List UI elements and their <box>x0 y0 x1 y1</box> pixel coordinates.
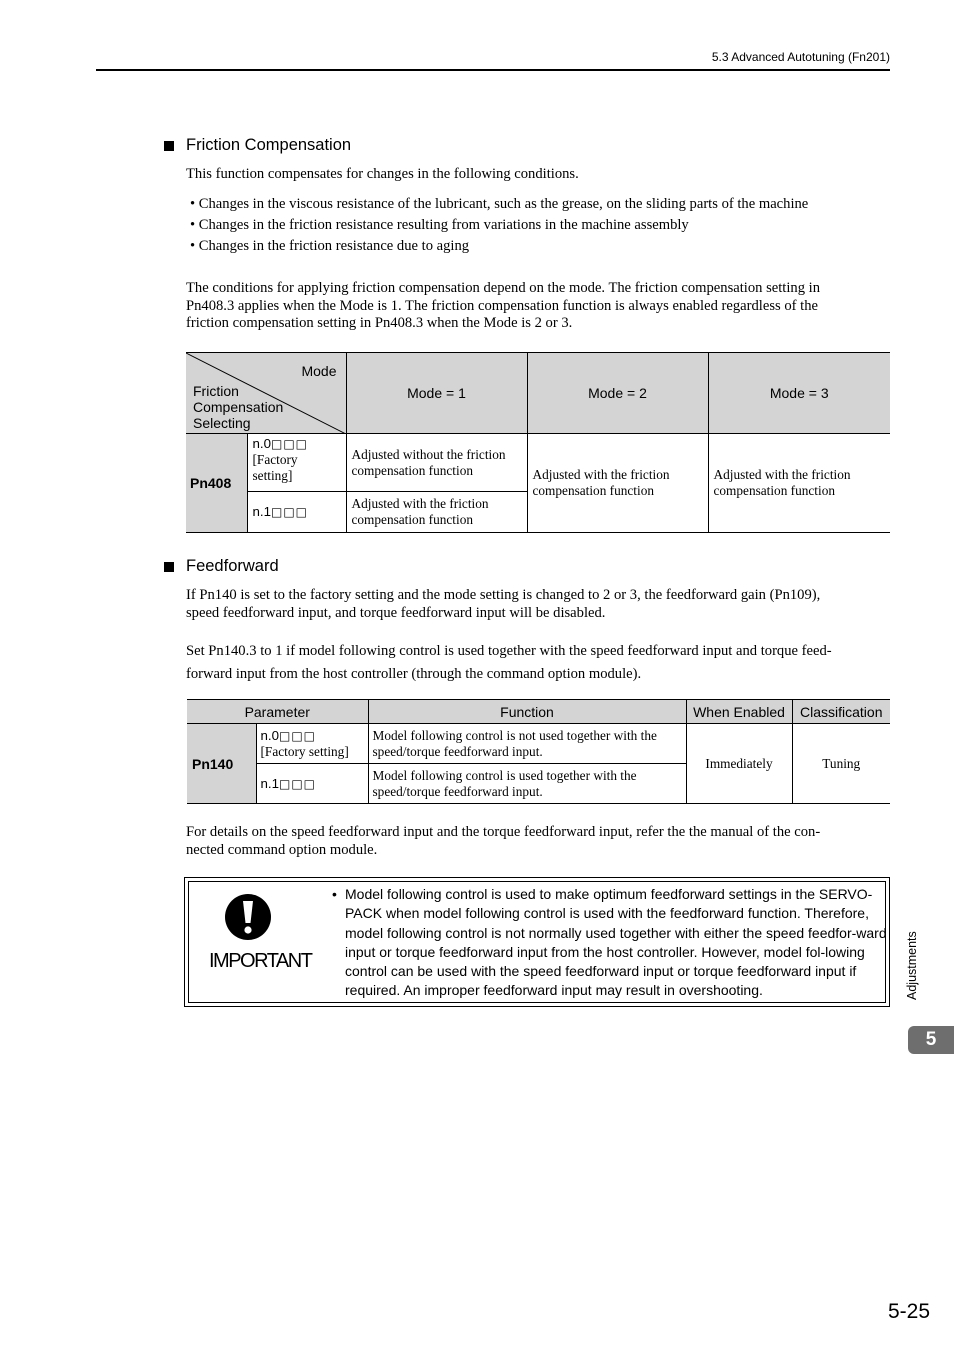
pn408-option-0 <box>247 434 346 492</box>
exclamation-circle-icon <box>223 892 273 942</box>
mode2-cell: Adjusted with the friction compensation function <box>527 434 708 533</box>
digit-placeholder-icon: □□□ <box>271 505 309 519</box>
feedforward-heading <box>164 557 279 576</box>
pn408-param-cell: Pn408 <box>186 434 247 533</box>
friction-heading-text: Friction Compensation <box>186 136 352 154</box>
paragraph-line: Pn408.3 applies when the Mode is 1. The friction compensation function is always enabled regardless of the <box>186 297 818 314</box>
square-bullet-icon <box>164 141 174 151</box>
corner-label-line: Compensation <box>193 399 284 415</box>
friction-heading <box>164 136 351 155</box>
feedforward-heading-text: Feedforward <box>186 557 279 575</box>
mode3-cell: Adjusted with the friction compensation function <box>708 434 890 533</box>
feedforward-paragraph-2 <box>186 640 890 685</box>
digit-placeholder-icon: □□□ <box>279 777 317 791</box>
paragraph-line: The conditions for applying friction compensation depend on the mode. The friction compensation setting in <box>186 280 821 296</box>
factory-setting-note: [Factory setting] <box>260 743 349 759</box>
important-notice-inner <box>188 881 886 1003</box>
list-item: • Model following control is used to make optimum feedforward settings in the SERVO-PACK when model following control is used with the feedforward function. Therefore, model following control is not normally used together with either the speed feedfor-ward input or torque feedforward input from the host controller. However, model fol-lowing control can be used with the speed feedforward input or torque feedforward input if required. An improper feedforward input may result in overshooting. <box>345 885 905 1001</box>
corner-label-line: Selecting <box>193 415 251 431</box>
friction-mode-table <box>186 352 890 533</box>
mode-3-header: Mode = 3 <box>708 353 890 434</box>
corner-selecting-label <box>193 383 283 431</box>
feedforward-paragraph-3 <box>186 824 890 859</box>
pn408-option-1 <box>247 492 346 533</box>
list-item: • Changes in the friction resistance resulting from variations in the machine assembly <box>190 217 689 233</box>
friction-intro: This function compensates for changes in the following conditions. <box>186 166 579 182</box>
parameter-header: Parameter <box>187 700 368 724</box>
pn140-option-1 <box>256 764 368 804</box>
paragraph-line: speed feedforward input, and torque feedforward input will be disabled. <box>186 604 606 621</box>
friction-bullet-list <box>190 194 890 257</box>
list-item: • Changes in the friction resistance due to aging <box>190 238 470 254</box>
option-code: n.1 <box>260 776 279 791</box>
header-rule <box>96 69 890 71</box>
paragraph-line: Set Pn140.3 to 1 if model following control is used together with the speed feedforward input and torque feed- <box>186 643 832 659</box>
factory-setting-note: [Factory setting] <box>252 452 298 483</box>
important-bullet-list <box>329 885 905 1001</box>
square-bullet-icon <box>164 562 174 572</box>
pn140-param-cell: Pn140 <box>187 724 256 804</box>
paragraph-line: forward input from the host controller (through the command option module). <box>186 665 642 682</box>
pn140-parameter-table <box>187 699 890 804</box>
important-icon-group <box>199 892 312 972</box>
classification-cell: Tuning <box>792 724 890 804</box>
page-number: 5-25 <box>887 1300 930 1323</box>
mode-1-header: Mode = 1 <box>346 353 527 434</box>
when-enabled-header: When Enabled <box>686 700 792 724</box>
mode1-opt0-cell: Adjusted without the friction compensation function <box>346 434 527 492</box>
function-header: Function <box>368 700 686 724</box>
digit-placeholder-icon: □□□ <box>279 728 317 743</box>
friction-conditions-paragraph <box>186 280 890 333</box>
feedforward-paragraph-1 <box>186 587 890 622</box>
mode-2-header: Mode = 2 <box>527 353 708 434</box>
paragraph-line: For details on the speed feedforward input and the torque feedforward input, refer the the manual of the con- <box>186 824 821 840</box>
chapter-side-label: Adjustments <box>905 931 919 1000</box>
corner-label-line: Friction <box>193 383 239 399</box>
function-opt1-cell: Model following control is used together with the speed/torque feedforward input. <box>368 764 686 804</box>
option-code: n.0 <box>252 436 271 451</box>
option-code: n.1 <box>252 504 271 519</box>
chapter-number-badge: 5 <box>908 1026 954 1054</box>
list-item: • Changes in the viscous resistance of the lubricant, such as the grease, on the sliding parts of the machine <box>190 196 809 212</box>
option-code: n.0 <box>260 727 279 743</box>
paragraph-line: If Pn140 is set to the factory setting and the mode setting is changed to 2 or 3, the feedforward gain (Pn109), <box>186 587 821 603</box>
classification-header: Classification <box>792 700 890 724</box>
when-enabled-cell: Immediately <box>686 724 792 804</box>
paragraph-line: nected command option module. <box>186 841 378 858</box>
pn140-option-0 <box>256 724 368 764</box>
important-label: IMPORTANT <box>209 950 312 972</box>
digit-placeholder-icon: □□□ <box>271 437 309 451</box>
paragraph-line: friction compensation setting in Pn408.3 when the Mode is 2 or 3. <box>186 315 573 331</box>
mode1-opt1-cell: Adjusted with the friction compensation function <box>346 492 527 533</box>
table-corner-cell <box>186 353 346 434</box>
important-notice-box <box>184 877 890 1007</box>
corner-mode-label: Mode <box>301 363 337 379</box>
running-header: 5.3 Advanced Autotuning (Fn201) <box>711 50 890 64</box>
function-opt0-cell: Model following control is not used together with the speed/torque feedforward input. <box>368 724 686 764</box>
